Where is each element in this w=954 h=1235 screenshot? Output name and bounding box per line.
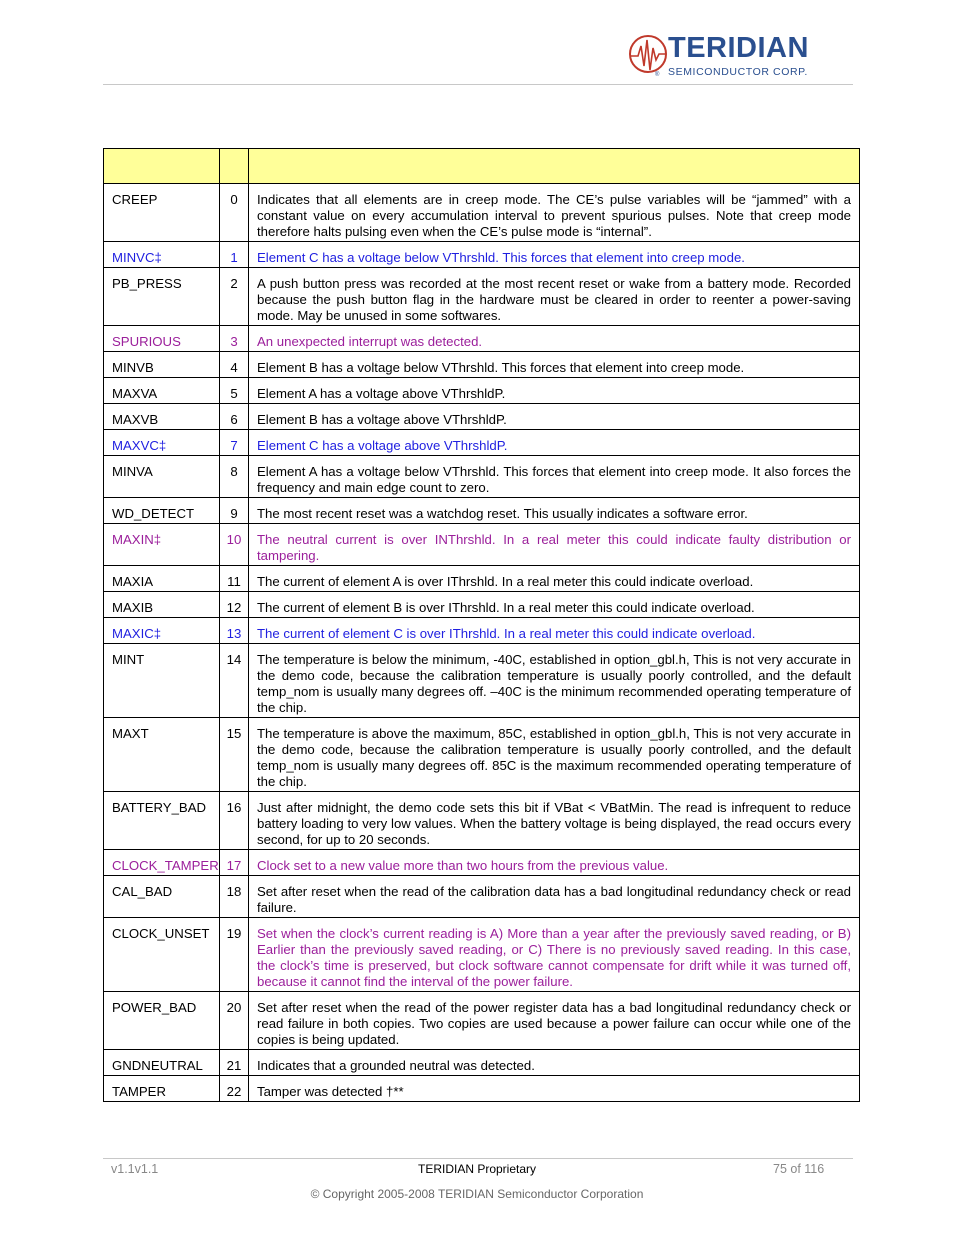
bit-description: The neutral current is over INThrshld. In a real meter this could indicate faulty distribution or tampering. [249,524,860,566]
table-row [104,498,860,524]
bit-name: CREEP [104,184,220,242]
bit-description: The temperature is below the minimum, -40C, established in option_gbl.h, This is not very accurate in the demo code, because the calibration temperature is usually poorly controlled, and the default temp_nom is usually many degrees off. –40C is the minimum recommended operating temperature of the chip. [249,644,860,718]
table-row [104,876,860,918]
bit-description: Set after reset when the read of the power register data has a bad longitudinal redundancy check or read failure in both copies. Two copies are used because a power failure can occur while one of the copies is being updated. [249,992,860,1050]
table-row [104,992,860,1050]
bit-name: CLOCK_UNSET [104,918,220,992]
table-row [104,430,860,456]
bit-name: MAXIC‡ [104,618,220,644]
bit-number: 18 [220,876,249,918]
bit-name: MINT [104,644,220,718]
bit-number: 19 [220,918,249,992]
table-row [104,592,860,618]
svg-text:®: ® [655,72,660,78]
table-row [104,566,860,592]
bit-number: 22 [220,1076,249,1102]
bit-number: 10 [220,524,249,566]
bit-description: Set after reset when the read of the calibration data has a bad longitudinal redundancy check or read failure. [249,876,860,918]
table-row [104,644,860,718]
bit-description: Indicates that all elements are in creep mode. The CE’s pulse variables will be “jammed” with a constant value on every accumulation interval to prevent spurious pulses. Note that creep mode therefore halts pulsing even when the CE’s pulse mode is “internal”. [249,184,860,242]
bit-number: 9 [220,498,249,524]
footer-copyright: © Copyright 2005-2008 TERIDIAN Semiconductor Corporation [310,1187,644,1201]
bit-name: GNDNEUTRAL [104,1050,220,1076]
table-row [104,850,860,876]
brand-name: TERIDIAN [668,32,809,64]
bit-number: 13 [220,618,249,644]
bit-number: 11 [220,566,249,592]
bit-number: 15 [220,718,249,792]
header-cell-description [249,149,860,184]
table-row [104,718,860,792]
bit-description: The current of element B is over IThrshld. In a real meter this could indicate overload. [249,592,860,618]
footer-rule [103,1158,853,1159]
bit-name: MAXIN‡ [104,524,220,566]
logo-mark-icon [628,32,668,78]
bit-description: The current of element C is over IThrshld. In a real meter this could indicate overload. [249,618,860,644]
bit-number: 21 [220,1050,249,1076]
header-rule [103,84,853,85]
bit-description: The most recent reset was a watchdog reset. This usually indicates a software error. [249,498,860,524]
bit-description: Element A has a voltage above VThrshldP. [249,378,860,404]
header-cell-name [104,149,220,184]
bit-number: 7 [220,430,249,456]
table-row [104,1050,860,1076]
bit-number: 12 [220,592,249,618]
bit-number: 17 [220,850,249,876]
bit-name: MAXVB [104,404,220,430]
bit-name: MINVB [104,352,220,378]
bit-description: Set when the clock’s current reading is A) More than a year after the previously saved reading, or B) Earlier than the previously saved reading, or C) There is no previously saved reading. In this case, the clock’s time is preserved, but clock software cannot compensate for drift while it was turned off, because it cannot find the interval of the power failure. [249,918,860,992]
bit-number: 20 [220,992,249,1050]
bit-description: An unexpected interrupt was detected. [249,326,860,352]
bit-name: MAXIB [104,592,220,618]
bit-name: SPURIOUS [104,326,220,352]
table-row [104,524,860,566]
table-row [104,618,860,644]
bit-name: MAXVA [104,378,220,404]
bit-name: TAMPER [104,1076,220,1102]
bit-number: 16 [220,792,249,850]
table-row [104,242,860,268]
bit-name: CLOCK_TAMPER [104,850,220,876]
bit-name: MAXIA [104,566,220,592]
bit-number: 2 [220,268,249,326]
bit-description: Element B has a voltage below VThrshld. This forces that element into creep mode. [249,352,860,378]
table-row [104,184,860,242]
bit-description: The temperature is above the maximum, 85C, established in option_gbl.h, This is not very accurate in the demo code, because the calibration temperature is usually poorly controlled, and the default temp_nom is usually many degrees off. 85C is the maximum recommended operating temperature of the chip. [249,718,860,792]
bit-description: A push button press was recorded at the most recent reset or wake from a battery mode. Recorded because the push button flag in the hardware must be cleared in order to reenter a power-saving mode. May be unused in some softwares. [249,268,860,326]
bit-name: MINVC‡ [104,242,220,268]
bit-name: WD_DETECT [104,498,220,524]
table-row [104,792,860,850]
header-cell-bit [220,149,249,184]
table-row [104,268,860,326]
bit-description: Indicates that a grounded neutral was detected. [249,1050,860,1076]
teridian-logo [628,30,833,80]
footer-version: v1.1v1.1 [111,1162,159,1176]
brand-subtitle: SEMICONDUCTOR CORP. [668,66,808,78]
table-row [104,378,860,404]
bit-description: Element B has a voltage above VThrshldP. [249,404,860,430]
status-bits-table [103,148,860,1102]
bit-name: MAXVC‡ [104,430,220,456]
table-row [104,326,860,352]
bit-number: 8 [220,456,249,498]
table-row [104,1076,860,1102]
bit-number: 5 [220,378,249,404]
bit-name: MINVA [104,456,220,498]
bit-number: 1 [220,242,249,268]
bit-number: 4 [220,352,249,378]
footer-proprietary: TERIDIAN Proprietary [417,1162,537,1176]
bit-number: 14 [220,644,249,718]
bit-name: MAXT [104,718,220,792]
bit-number: 6 [220,404,249,430]
bit-description: Element C has a voltage above VThrshldP. [249,430,860,456]
table-row [104,352,860,378]
bit-description: Element C has a voltage below VThrshld. This forces that element into creep mode. [249,242,860,268]
bit-description: Just after midnight, the demo code sets this bit if VBat < VBatMin. The read is infrequent to reduce battery loading to very low values. When the battery voltage is being displayed, the read occurs every second, for up to 20 seconds. [249,792,860,850]
bit-description: Clock set to a new value more than two hours from the previous value. [249,850,860,876]
table-row [104,456,860,498]
bit-description: Element A has a voltage below VThrshld. This forces that element into creep mode. It also forces the frequency and main edge count to zero. [249,456,860,498]
footer-page-number: 75 of 116 [773,1162,825,1176]
bit-name: POWER_BAD [104,992,220,1050]
table-header-row [104,149,860,184]
table-row [104,918,860,992]
bit-description: Tamper was detected †** [249,1076,860,1102]
bit-number: 0 [220,184,249,242]
bit-number: 3 [220,326,249,352]
bit-name: CAL_BAD [104,876,220,918]
bit-description: The current of element A is over IThrshld. In a real meter this could indicate overload. [249,566,860,592]
bit-name: PB_PRESS [104,268,220,326]
table-row [104,404,860,430]
bit-name: BATTERY_BAD [104,792,220,850]
